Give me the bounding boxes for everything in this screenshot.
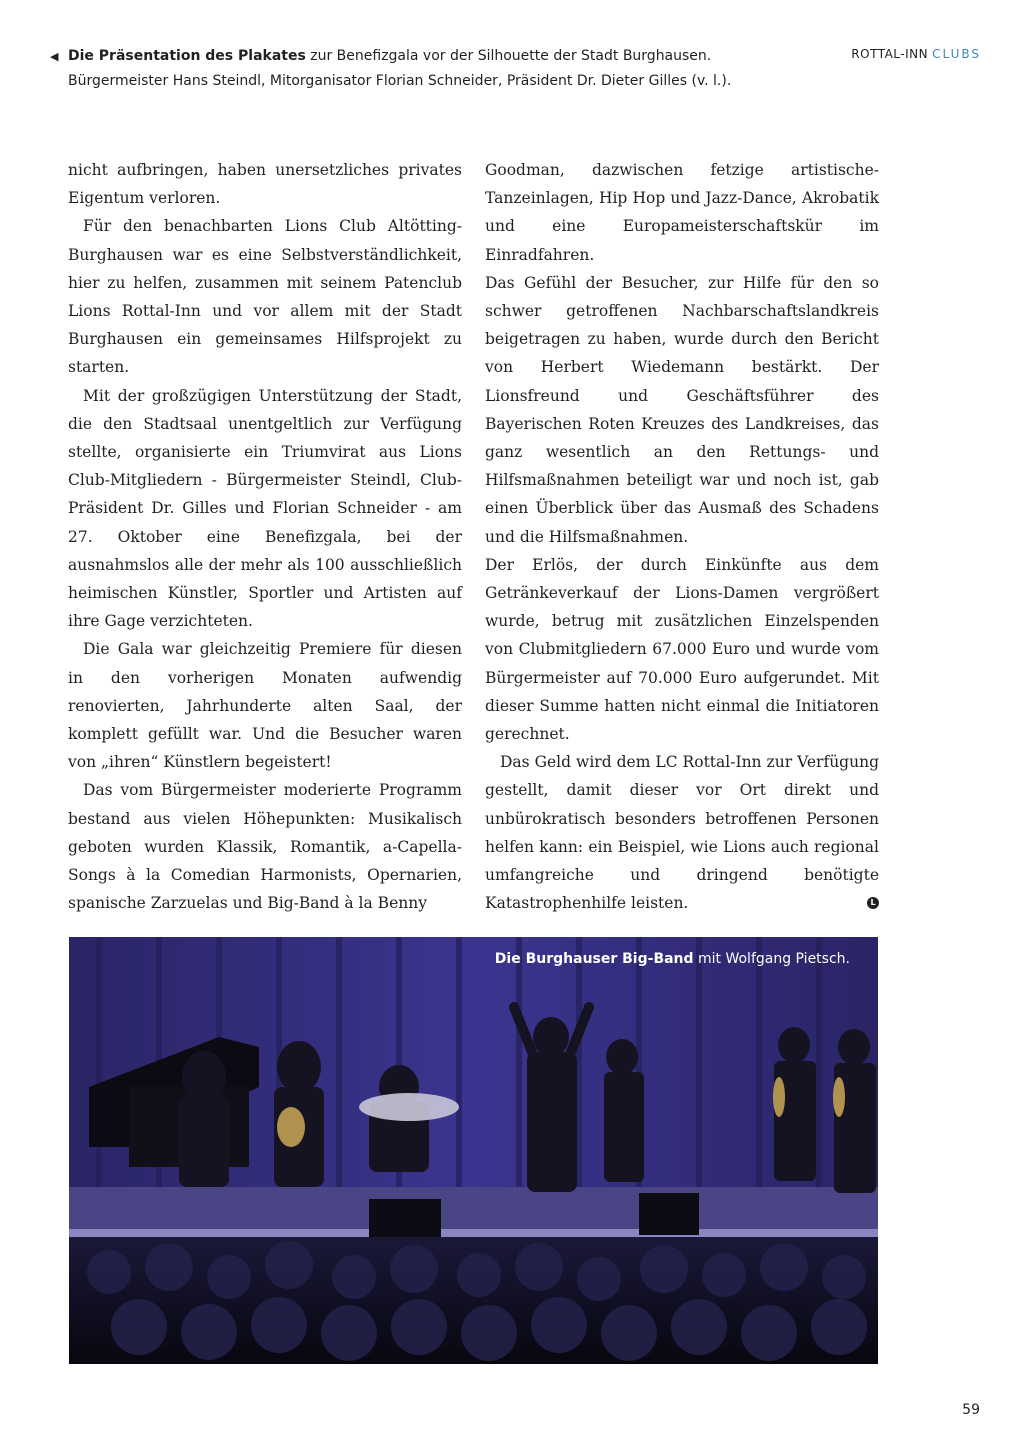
paragraph: Das Gefühl der Besucher, zur Hilfe für den so schwer getroffenen Nachbarschaftslandkreis beigetragen zu haben, wurde durch den Bericht von Herbert Wiedemann bestärkt. Der Lionsfreund und Geschäftsführer des Bayerischen Roten Kreuzes des Landkreises, das ganz wesentlich an den Rettungs- und Hilfsmaßnahmen beteiligt war und noch ist, gab einen Überblick über das Ausmaß des Schadens und die Hilfsmaßnahmen. [485, 273, 879, 546]
left-arrow-icon: ◀ [50, 50, 59, 63]
article-column-right [485, 156, 879, 917]
paragraph: Für den benachbarten Lions Club Altötting-Burghausen war es eine Selbstverständlichkeit, hier zu helfen, zusammen mit seinem Patenclub Lions Rottal-Inn und vor allem mit der Stadt Burghausen ein gemeinsames Hilfsprojekt zu starten. [68, 217, 462, 377]
section-category: CLUBS [932, 47, 981, 61]
top-caption-bold: Die Präsentation des Plakates [68, 48, 306, 64]
paragraph: nicht aufbringen, haben unersetzliches privates Eigentum verloren. [68, 161, 462, 208]
top-caption-line-1 [50, 44, 750, 69]
big-band-photo [69, 937, 878, 1364]
stage-photo-illustration [69, 937, 878, 1364]
page-number: 59 [962, 1402, 980, 1418]
top-caption-rest: zur Benefizgala vor der Silhouette der Stadt Burghausen. [305, 48, 712, 64]
lions-end-mark-icon: L [867, 897, 879, 909]
photo-caption-bold: Die Burghauser Big-Band [494, 951, 694, 967]
section-name: ROTTAL-INN [851, 47, 929, 61]
top-photo-caption [50, 44, 750, 94]
article-column-left [68, 156, 462, 917]
paragraph: Goodman, dazwischen fetzige artistische-Tanzeinlagen, Hip Hop und Jazz-Dance, Akrobatik und eine Europameisterschaftskür im Einradfahren. [485, 161, 879, 264]
section-header [851, 47, 981, 61]
photo-caption-rest: mit Wolfgang Pietsch. [693, 951, 850, 967]
photo-caption [495, 951, 850, 967]
paragraph: Mit der großzügigen Unterstützung der Stadt, die den Stadtsaal unentgeltlich zur Verfügung stellte, organisierte ein Triumvirat aus Lions Club-Mitgliedern - Bürgermeister Steindl, Club-Präsident Dr. Gilles und Florian Schneider - am 27. Oktober eine Benefizgala, bei der ausnahmslos alle der mehr als 100 ausschließlich heimischen Künstler, Sportler und Artisten auf ihre Gage verzichteten. [68, 386, 462, 631]
paragraph: Der Erlös, der durch Einkünfte aus dem Getränkeverkauf der Lions-Damen vergrößert wurde, betrug mit zusätzlichen Einzelspenden von Clubmitgliedern 67.000 Euro und wurde vom Bürgermeister auf 70.000 Euro aufgerundet. Mit dieser Summe hatten nicht einmal die Initiatoren gerechnet. [485, 555, 879, 744]
final-paragraph-text: Das Geld wird dem LC Rottal-Inn zur Verfügung gestellt, damit dieser vor Ort direkt und unbürokratisch besonders betroffenen Personen helfen kann: ein Beispiel, wie Lions auch regional umfangreiche und dringend benötigte Katastrophenhilfe leisten. [485, 753, 879, 913]
paragraph: Das vom Bürgermeister moderierte Programm bestand aus vielen Höhepunkten: Musikalisch geboten wurden Klassik, Romantik, a-Capella-Songs à la Comedian Harmonists, Opernarien, spanische Zarzuelas und Big-Band à la Benny [68, 781, 462, 913]
final-paragraph [485, 748, 879, 917]
paragraph: Die Gala war gleichzeitig Premiere für diesen in den vorherigen Monaten aufwendig renovierten, Jahrhunderte alten Saal, der komplett gefüllt war. Und die Besucher waren von „ihren“ Künstlern begeistert! [68, 640, 462, 772]
top-caption-line-2: Bürgermeister Hans Steindl, Mitorganisator Florian Schneider, Präsident Dr. Dieter Gilles (v. l.). [68, 73, 732, 89]
